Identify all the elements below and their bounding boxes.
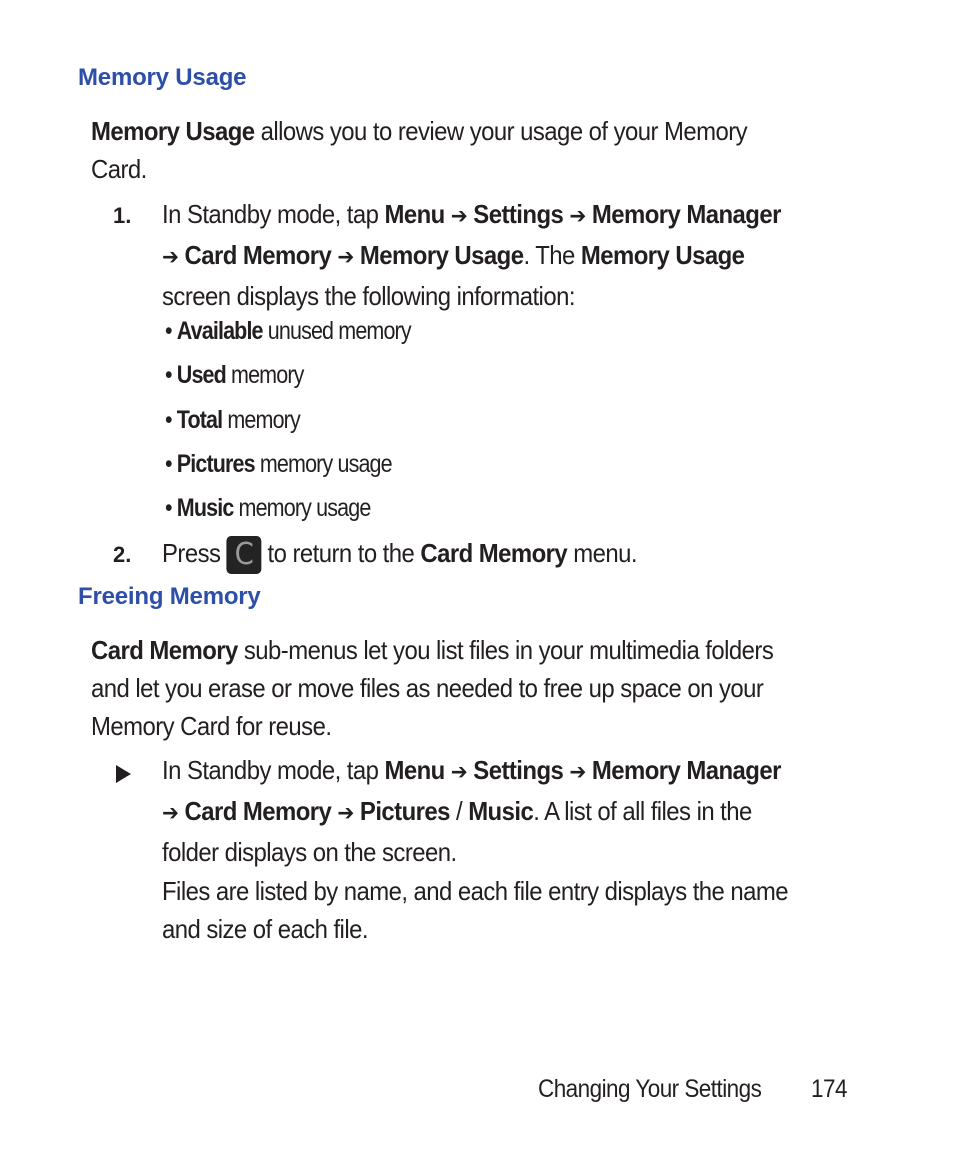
step-suffix: . A list of all files in the [533,796,752,826]
bullet-icon: • [165,317,177,345]
bullet-bold: Available [176,317,263,345]
intro-bold: Card Memory [91,635,238,665]
bullet-text: memory [225,361,304,389]
step2-suffix: menu. [567,538,637,568]
intro-line1: sub-menus let you list files in your multimedia folders [237,635,774,665]
arrow-icon: ➔ [569,204,586,229]
step2-text [162,534,852,574]
card-memory-label: Card Memory [420,538,568,568]
list-item [165,360,304,390]
bullet-bold: Pictures [176,450,255,478]
memory-manager-label: Memory Manager [591,755,781,785]
arrow-icon: ➔ [337,245,354,270]
freeing-memory-intro [91,631,855,745]
clear-key-glyph: C [234,537,254,573]
files-note [162,872,852,948]
step-number: 2. [113,542,132,567]
settings-label: Settings [473,755,564,785]
intro-line3: Memory Card for reuse. [91,711,332,741]
arrow-icon: ➔ [569,760,586,785]
footer-chapter: Changing Your Settings [538,1075,762,1103]
arrow-icon: ➔ [337,801,354,826]
bullet-text: unused memory [262,317,411,345]
music-label: Music [468,796,534,826]
list-item [165,449,392,479]
step-line3: folder displays on the screen. [162,837,457,867]
page-number: 174 [811,1075,847,1103]
menu-label: Menu [384,199,445,229]
intro-text-line2: Card. [91,154,147,184]
bullet-bold: Music [176,494,234,522]
section-heading-freeing-memory: Freeing Memory [78,583,261,610]
card-memory-label: Card Memory [184,240,332,270]
intro-bold: Memory Usage [91,116,255,146]
arrow-icon: ➔ [162,801,179,826]
freeing-step-text [162,751,852,871]
menu-label: Menu [384,755,445,785]
memory-manager-label: Memory Manager [591,199,781,229]
step1-suffix: screen displays the following information: [162,281,575,311]
bullet-icon: • [165,494,177,522]
bullet-text: memory [222,406,300,434]
bullet-bold: Used [176,361,226,389]
bullet-icon: • [165,361,177,389]
note-line2: and size of each file. [162,914,368,944]
step2-prefix: Press [162,538,227,568]
triangle-bullet-icon [116,765,131,783]
intro-line2: and let you erase or move files as needed to free up space on your [91,673,764,703]
pictures-label: Pictures [359,796,450,826]
list-item [165,405,300,435]
arrow-icon: ➔ [450,204,468,229]
intro-text: allows you to review your usage of your Memory [254,116,748,146]
arrow-icon: ➔ [450,760,468,785]
slash: / [449,796,469,826]
settings-label: Settings [473,199,564,229]
memory-usage-label-2: Memory Usage [580,240,745,270]
card-memory-label: Card Memory [184,796,332,826]
bullet-icon: • [165,450,177,478]
note-line1: Files are listed by name, and each file entry displays the name [162,876,789,906]
memory-usage-intro [91,112,855,188]
list-item [165,316,411,346]
arrow-icon: ➔ [162,245,179,270]
step-prefix: In Standby mode, tap [162,755,385,785]
section-heading-memory-usage: Memory Usage [78,64,247,91]
list-item [165,493,370,523]
clear-key-icon [226,536,261,574]
step2-mid: to return to the [261,538,421,568]
step1-text [162,195,852,315]
step1-mid: . The [523,240,581,270]
memory-usage-label: Memory Usage [359,240,524,270]
bullet-text: memory usage [233,494,371,522]
bullet-bold: Total [176,406,223,434]
bullet-text: memory usage [254,450,392,478]
bullet-icon: • [165,406,177,434]
step-number: 1. [113,203,132,228]
step1-prefix: In Standby mode, tap [162,199,385,229]
